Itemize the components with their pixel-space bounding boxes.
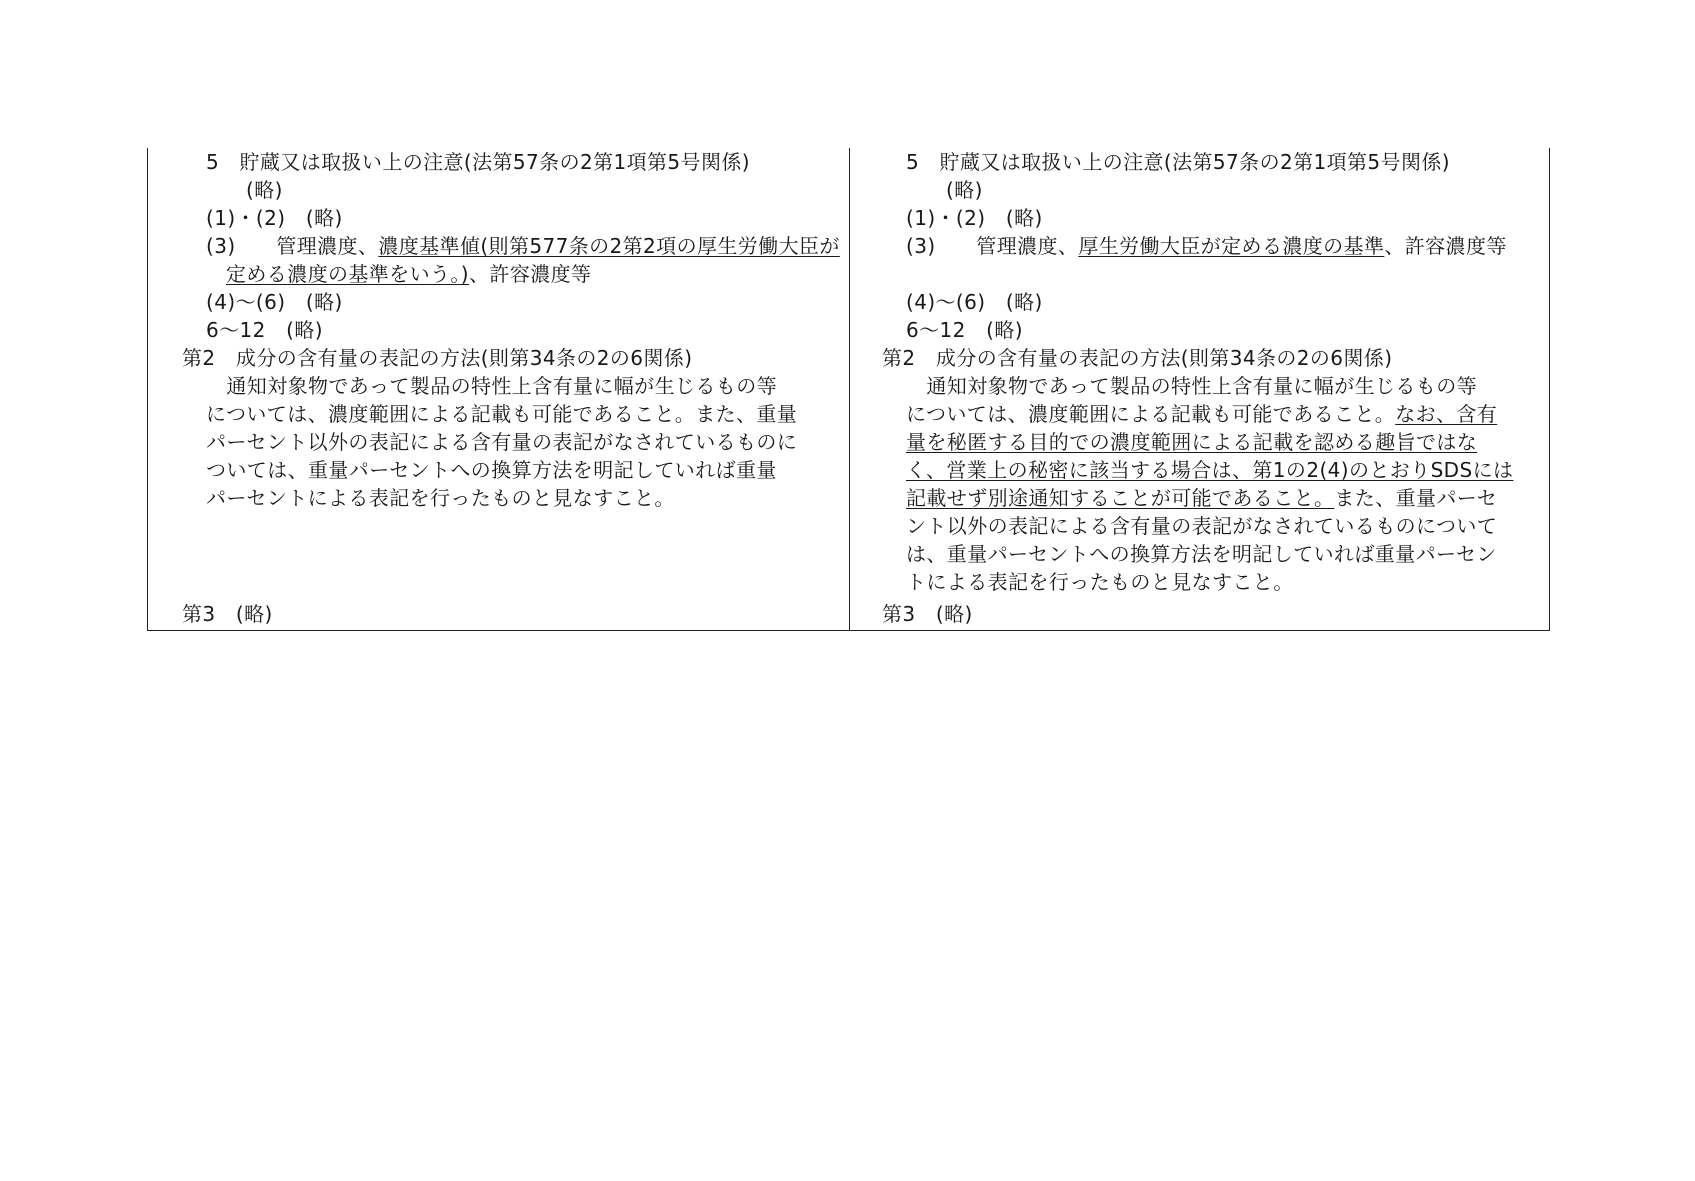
- part2-heading: 第2 成分の含有量の表記の方法(則第34条の2の6関係): [882, 346, 1393, 370]
- item-3-line1: [906, 232, 1507, 260]
- item-1-2: (1)・(2) (略): [906, 206, 1043, 230]
- item-4-6: (4)～(6) (略): [206, 290, 343, 314]
- item5-heading: 5 貯蔵又は取扱い上の注意(法第57条の2第1項第5号関係): [206, 150, 750, 174]
- item5-omitted: (略): [946, 178, 983, 202]
- part2-line: ント以外の表記による含有量の表記がなされているものについて: [906, 514, 1498, 538]
- item-3-suffix: 、許容濃度等: [469, 262, 592, 286]
- item-4-6: (4)～(6) (略): [906, 290, 1043, 314]
- part2-line: [906, 428, 1477, 456]
- part2-line: パーセント以外の表記による含有量の表記がなされているものに: [206, 430, 798, 454]
- part3: 第3 (略): [182, 602, 273, 626]
- item5-heading: 5 貯蔵又は取扱い上の注意(法第57条の2第1項第5号関係): [906, 150, 1450, 174]
- part2-line: は、重量パーセントへの換算方法を明記していれば重量パーセン: [906, 542, 1497, 566]
- part2-heading: 第2 成分の含有量の表記の方法(則第34条の2の6関係): [182, 346, 693, 370]
- part2-line: [906, 484, 1497, 512]
- item-3-prefix: (3) 管理濃度、: [206, 234, 379, 258]
- item-3-line2: [226, 260, 591, 288]
- item-6-12: 6～12 (略): [906, 318, 1023, 342]
- item-3-suffix: 、許容濃度等: [1384, 234, 1507, 258]
- part2-amended-text: く、営業上の秘密に該当する場合は、第1の2(4)のとおりSDSには: [906, 458, 1514, 482]
- item5-omitted: (略): [246, 178, 283, 202]
- part3: 第3 (略): [882, 602, 973, 626]
- part2-line: 通知対象物であって製品の特性上含有量に幅が生じるもの等: [906, 374, 1477, 398]
- part2-line: パーセントによる表記を行ったものと見なすこと。: [206, 486, 675, 510]
- item-3-amended-a: 濃度基準値(則第577条の2第2項の厚生労働大臣が: [378, 234, 840, 258]
- item-3-amended-b: 定める濃度の基準をいう。): [226, 262, 470, 286]
- item-3-line1: [206, 232, 840, 260]
- part2-amended-text: 記載せず別途通知することが可能であること。: [906, 486, 1335, 510]
- part2-line: [906, 400, 1497, 428]
- part2-text: については、濃度範囲による記載も可能であること。: [906, 402, 1396, 426]
- part2-line: トによる表記を行ったものと見なすこと。: [906, 570, 1294, 594]
- comparison-table: [147, 148, 1550, 631]
- part2-line: ついては、重量パーセントへの換算方法を明記していれば重量: [206, 458, 777, 482]
- part2-text: また、重量パーセ: [1334, 486, 1498, 510]
- item-6-12: 6～12 (略): [206, 318, 323, 342]
- part2-amended-text: なお、含有: [1395, 402, 1498, 426]
- item-3-prefix: (3) 管理濃度、: [906, 234, 1079, 258]
- part2-line: [906, 456, 1513, 484]
- part2-line: については、濃度範囲による記載も可能であること。また、重量: [206, 402, 798, 426]
- item-3-amended: 厚生労働大臣が定める濃度の基準: [1078, 234, 1385, 258]
- part2-amended-text: 量を秘匿する目的での濃度範囲による記載を認める趣旨ではな: [906, 430, 1478, 454]
- left-column: [148, 148, 848, 630]
- item-1-2: (1)・(2) (略): [206, 206, 343, 230]
- part2-line: 通知対象物であって製品の特性上含有量に幅が生じるもの等: [206, 374, 777, 398]
- right-column: [850, 148, 1550, 630]
